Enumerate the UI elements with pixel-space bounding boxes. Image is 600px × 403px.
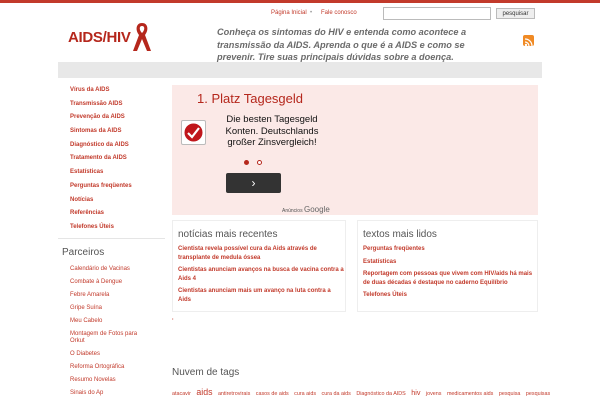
tag-link[interactable]: aids bbox=[196, 387, 213, 397]
tag-link[interactable]: atacavir bbox=[172, 391, 191, 397]
sidebar-nav bbox=[70, 87, 165, 238]
partner-link[interactable]: Combate à Dengue bbox=[70, 279, 123, 285]
shield-check-icon bbox=[181, 120, 206, 145]
site-logo[interactable] bbox=[68, 21, 131, 53]
most-read-item[interactable]: Telefones Úteis bbox=[363, 292, 407, 299]
search-input[interactable] bbox=[383, 7, 491, 20]
sidebar-item-virus[interactable]: Vírus da AIDS bbox=[70, 87, 110, 93]
tag-link[interactable]: casos de aids bbox=[255, 391, 289, 397]
menu-bar bbox=[58, 62, 542, 78]
partner-link[interactable]: Sinais do Ap bbox=[70, 390, 104, 396]
google-logo: Google bbox=[303, 205, 330, 214]
partner-link[interactable]: Gripe Suína bbox=[70, 305, 103, 311]
tag-link[interactable]: pesquisa bbox=[498, 391, 521, 397]
small-marker: • bbox=[172, 316, 174, 321]
most-read-item[interactable]: Estatísticas bbox=[363, 258, 397, 265]
sidebar-item-telefones[interactable]: Telefones Úteis bbox=[70, 223, 114, 230]
tag-link[interactable]: Diagnóstico da AIDS bbox=[356, 391, 406, 397]
recent-news-panel bbox=[172, 220, 346, 312]
news-item[interactable]: Cientista revela possível cura da Aids através de transplante de medula óssea bbox=[178, 246, 317, 261]
tag-cloud-title: Nuvem de tags bbox=[172, 367, 240, 378]
tag-link[interactable]: antiretrovirais bbox=[217, 391, 251, 397]
sidebar-item-prevencao[interactable]: Prevenção da AIDS bbox=[70, 114, 125, 121]
ad-title[interactable]: 1. Platz Tagesgeld bbox=[197, 91, 303, 106]
ad-banner[interactable] bbox=[172, 85, 538, 215]
partner-link[interactable]: Meu Cabelo bbox=[70, 318, 103, 324]
site-tagline: Conheça os sintomas do HIV e entenda como acontece a transmissão da AIDS. Aprenda o que é a AIDS e como se prevenir. Tire suas principais dúvidas sobre a doença. bbox=[217, 27, 467, 62]
ad-attribution-prefix: Anúncios bbox=[282, 208, 303, 214]
sidebar-item-sintomas[interactable]: Sintomas da AIDS bbox=[70, 128, 122, 135]
partner-link[interactable]: Montagem de Fotos para Orkut bbox=[70, 331, 138, 344]
red-ribbon-icon bbox=[130, 21, 154, 53]
logo-text: AIDS/HIV bbox=[68, 28, 131, 46]
rss-icon[interactable] bbox=[523, 35, 534, 46]
home-link[interactable]: Página Inicial bbox=[271, 10, 307, 16]
search-button[interactable]: pesquisar bbox=[496, 8, 535, 19]
chevron-right-icon: › bbox=[251, 176, 256, 190]
recent-news-title: notícias mais recentes bbox=[178, 229, 278, 240]
partner-link[interactable]: Resumo Novelas bbox=[70, 377, 116, 383]
most-read-item[interactable]: Perguntas freqüentes bbox=[363, 246, 425, 252]
partner-link[interactable]: Reforma Ortográfica bbox=[70, 364, 125, 370]
separator: • bbox=[310, 10, 313, 16]
tag-cloud bbox=[172, 386, 551, 399]
partner-link[interactable]: Febre Amarela bbox=[70, 292, 110, 298]
sidebar-item-referencias[interactable]: Referências bbox=[70, 210, 105, 217]
news-item[interactable]: Cientistas anunciam mais um avanço na luta contra a Aids bbox=[178, 288, 331, 303]
ad-attribution[interactable] bbox=[282, 205, 330, 214]
contact-link[interactable]: Fale conosco bbox=[321, 10, 357, 16]
tag-link[interactable]: medicamentos aids bbox=[446, 391, 494, 397]
sidebar-item-transmissao[interactable]: Transmissão AIDS bbox=[70, 100, 123, 107]
top-accent-bar bbox=[0, 0, 600, 3]
partners-title: Parceiros bbox=[62, 247, 105, 258]
sidebar-item-diagnostico[interactable]: Diagnóstico da AIDS bbox=[70, 141, 129, 148]
most-read-title: textos mais lidos bbox=[363, 229, 437, 240]
sidebar-item-tratamento[interactable]: Tratamento da AIDS bbox=[70, 155, 127, 162]
partners-list bbox=[70, 266, 165, 403]
tag-link[interactable]: jovens bbox=[425, 391, 442, 397]
sidebar-item-perguntas[interactable]: Perguntas freqüentes bbox=[70, 182, 132, 189]
partner-link[interactable]: O Diabetes bbox=[70, 351, 101, 357]
tag-link[interactable]: cura aids bbox=[294, 391, 317, 397]
carousel-dot-active[interactable] bbox=[244, 160, 249, 165]
most-read-item[interactable]: Reportagem com pessoas que vivem com HIV/aids há mais de duas décadas é destaque no caderno Equilíbrio bbox=[363, 271, 533, 286]
tag-link[interactable]: hiv bbox=[411, 388, 421, 397]
carousel-dot[interactable] bbox=[257, 160, 262, 165]
news-item[interactable]: Cientistas anunciam avanços na busca de vacina contra a Aids 4 bbox=[178, 267, 344, 282]
ad-body: Die besten Tagesgeld Konten. Deutschlands großer Zinsvergleich! bbox=[225, 114, 319, 148]
partner-link[interactable]: Calendário de Vacinas bbox=[70, 266, 130, 272]
tag-link[interactable]: pesquisas bbox=[525, 391, 551, 397]
divider bbox=[58, 238, 165, 239]
tag-link[interactable]: cura da aids bbox=[321, 391, 351, 397]
sidebar-item-noticias[interactable]: Notícias bbox=[70, 196, 94, 203]
most-read-panel bbox=[357, 220, 538, 312]
sidebar-item-estatisticas[interactable]: Estatísticas bbox=[70, 169, 104, 176]
next-button[interactable] bbox=[226, 173, 281, 193]
